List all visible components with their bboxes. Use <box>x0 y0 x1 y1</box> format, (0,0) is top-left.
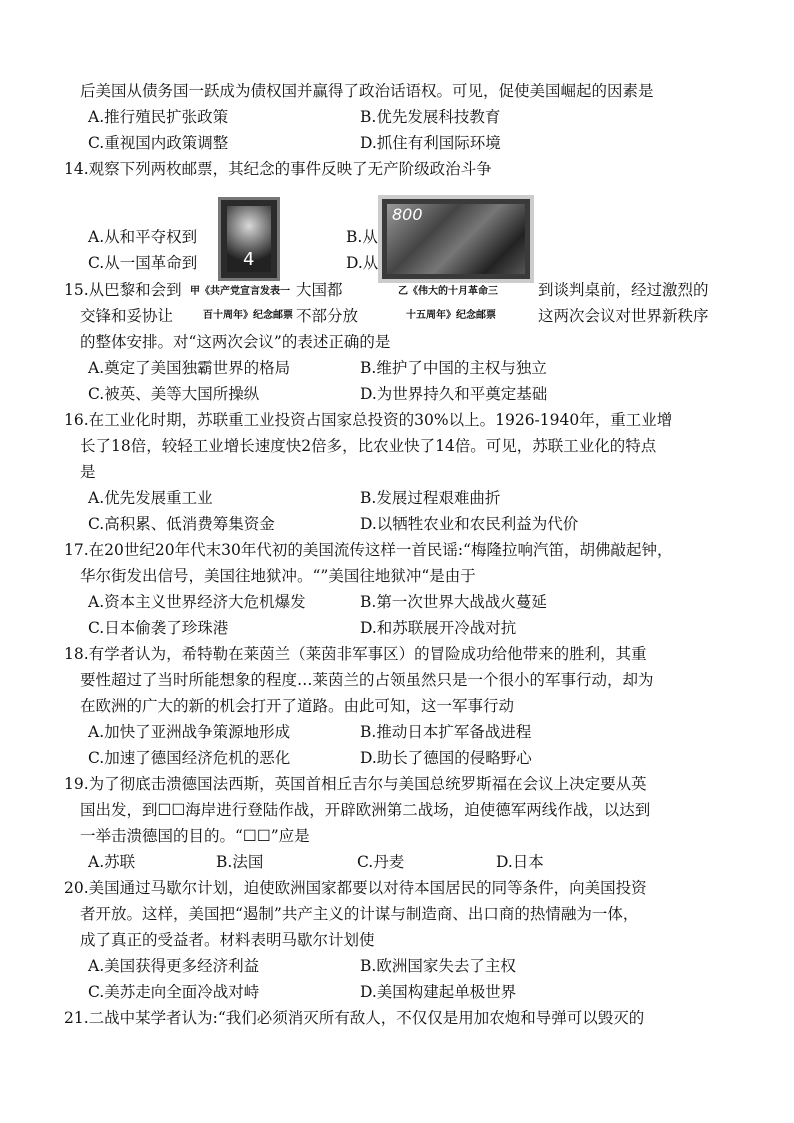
stamp2-denomination: 800 <box>392 205 423 224</box>
stamp-communist-manifesto <box>218 197 280 281</box>
q20-line3: 成了真正的受益者。材料表明马歇尔计划使 <box>80 931 375 949</box>
q15-line2c: 这两次会议对世界新秩序 <box>538 307 709 325</box>
q15-line2b: 不部分放 <box>296 307 359 325</box>
q15-line3: 的整体安排。对“这两次会议”的表述正确的是 <box>80 333 391 351</box>
q13-continuation: 后美国从债务国一跃成为债权国并赢得了政治话语权。可见，促使美国崛起的因素是 <box>80 82 654 100</box>
stamp-october-revolution <box>378 195 534 283</box>
q18-line2: 要性超过了当时所能想象的程度…莱茵兰的占领虽然只是一个很小的军事行动，却为 <box>80 671 654 689</box>
stamp2-caption-line1: 乙《伟大的十月革命三 <box>398 286 498 297</box>
q17-option-b: B.第一次世界大战战火蔓延 <box>360 593 547 611</box>
q16-option-d: D.以牺牲农业和农民利益为代价 <box>360 515 579 533</box>
stamp1-caption-line1: 甲《共产党宣言发表一 <box>190 286 290 297</box>
q20-option-d: D.美国构建起单极世界 <box>360 983 517 1001</box>
q18-line3: 在欧洲的广大的新的机会打开了道路。由此可知，这一军事行动 <box>80 697 515 715</box>
stamp1-caption-line2: 百十周年》纪念邮票 <box>203 310 293 321</box>
q14-option-c: C.从一国革命到 <box>88 254 198 272</box>
q16-option-b: B.发展过程艰难曲折 <box>360 489 501 507</box>
q16-stem: 16.在工业化时期，苏联重工业投资占国家总投资的30%以上。1926-1940年，重工业增 <box>64 411 673 429</box>
q17-line2: 华尔街发出信号，美国往地狱冲。“”美国往地狱冲“是由于 <box>80 567 476 585</box>
q16-line2: 长了18倍，较轻工业增长速度快2倍多，比农业快了14倍。可见，苏联工业化的特点 <box>80 437 657 455</box>
q16-line3: 是 <box>80 463 96 481</box>
q15-option-b: B.维护了中国的主权与独立 <box>360 359 547 377</box>
q18-option-b: B.推动日本扩军备战进程 <box>360 723 532 741</box>
q14-option-a: A.从和平夺权到 <box>88 228 198 246</box>
q17-stem: 17.在20世纪20年代末30年代初的美国流传这样一首民谣:“梅隆拉响汽笛，胡佛敲起钟， <box>64 541 673 559</box>
q14-option-d: D.从 <box>346 254 379 272</box>
stamp1-denomination: 4 <box>243 249 255 270</box>
q15-option-a: A.奠定了美国独霸世界的格局 <box>88 359 291 377</box>
q21-stem: 21.二战中某学者认为:“我们必须消灭所有敌人，不仅仅是用加农炮和导弹可以毁灭的 <box>64 1009 645 1027</box>
q17-option-d: D.和苏联展开冷战对抗 <box>360 619 517 637</box>
q19-option-d: D.日本 <box>496 853 544 871</box>
q13-option-c: C.重视国内政策调整 <box>88 134 229 152</box>
q19-line3: 一举击溃德国的目的。“☐☐”应是 <box>80 827 310 845</box>
q15-option-d: D.为世界持久和平奠定基础 <box>360 385 548 403</box>
q15-stem-end: 到谈判桌前，经过激烈的 <box>538 281 709 299</box>
q18-option-a: A.加快了亚洲战争策源地形成 <box>88 723 291 741</box>
q15-stem-mid: 大国都 <box>296 281 343 299</box>
q16-option-c: C.高积累、低消费筹集资金 <box>88 515 275 533</box>
q18-option-d: D.助长了德国的侵略野心 <box>360 749 532 767</box>
q19-option-b: B.法国 <box>216 853 264 871</box>
q17-option-c: C.日本偷袭了珍珠港 <box>88 619 229 637</box>
q15-line2a: 交锋和妥协让 <box>80 307 174 325</box>
stamp2-caption-line2: 十五周年》纪念邮票 <box>406 310 496 321</box>
q19-option-c: C.丹麦 <box>357 853 405 871</box>
q20-line2: 者开放。这样，美国把“遏制”共产主义的计谋与制造商、出口商的热情融为一体， <box>80 905 639 923</box>
q20-stem: 20.美国通过马歇尔计划，迫使欧洲国家都要以对待本国居民的同等条件，向美国投资 <box>64 879 647 897</box>
q15-option-c: C.被英、美等大国所操纵 <box>88 385 260 403</box>
q18-option-c: C.加速了德国经济危机的恶化 <box>88 749 291 767</box>
q17-option-a: A.资本主义世界经济大危机爆发 <box>88 593 306 611</box>
q19-stem: 19.为了彻底击溃德国法西斯，英国首相丘吉尔与美国总统罗斯福在会议上决定要从英 <box>64 775 647 793</box>
q13-option-b: B.优先发展科技教育 <box>360 108 501 126</box>
q20-option-b: B.欧洲国家失去了主权 <box>360 957 516 975</box>
q19-option-a: A.苏联 <box>88 853 136 871</box>
q13-option-d: D.抓住有利国际环境 <box>360 134 501 152</box>
q13-option-a: A.推行殖民扩张政策 <box>88 108 229 126</box>
q20-option-c: C.美苏走向全面冷战对峙 <box>88 983 260 1001</box>
q15-stem: 15.从巴黎和会到 <box>64 281 182 299</box>
q16-option-a: A.优先发展重工业 <box>88 489 213 507</box>
q18-stem: 18.有学者认为，希特勒在莱茵兰（莱茵非军事区）的冒险成功给他带来的胜利，其重 <box>64 645 647 663</box>
q14-stem: 14.观察下列两枚邮票，其纪念的事件反映了无产阶级政治斗争 <box>64 160 492 178</box>
q19-line2: 国出发，到☐☐海岸进行登陆作战，开辟欧洲第二战场，迫使德军两线作战，以达到 <box>80 801 651 819</box>
q20-option-a: A.美国获得更多经济利益 <box>88 957 260 975</box>
q14-option-b: B.从 <box>346 228 378 246</box>
